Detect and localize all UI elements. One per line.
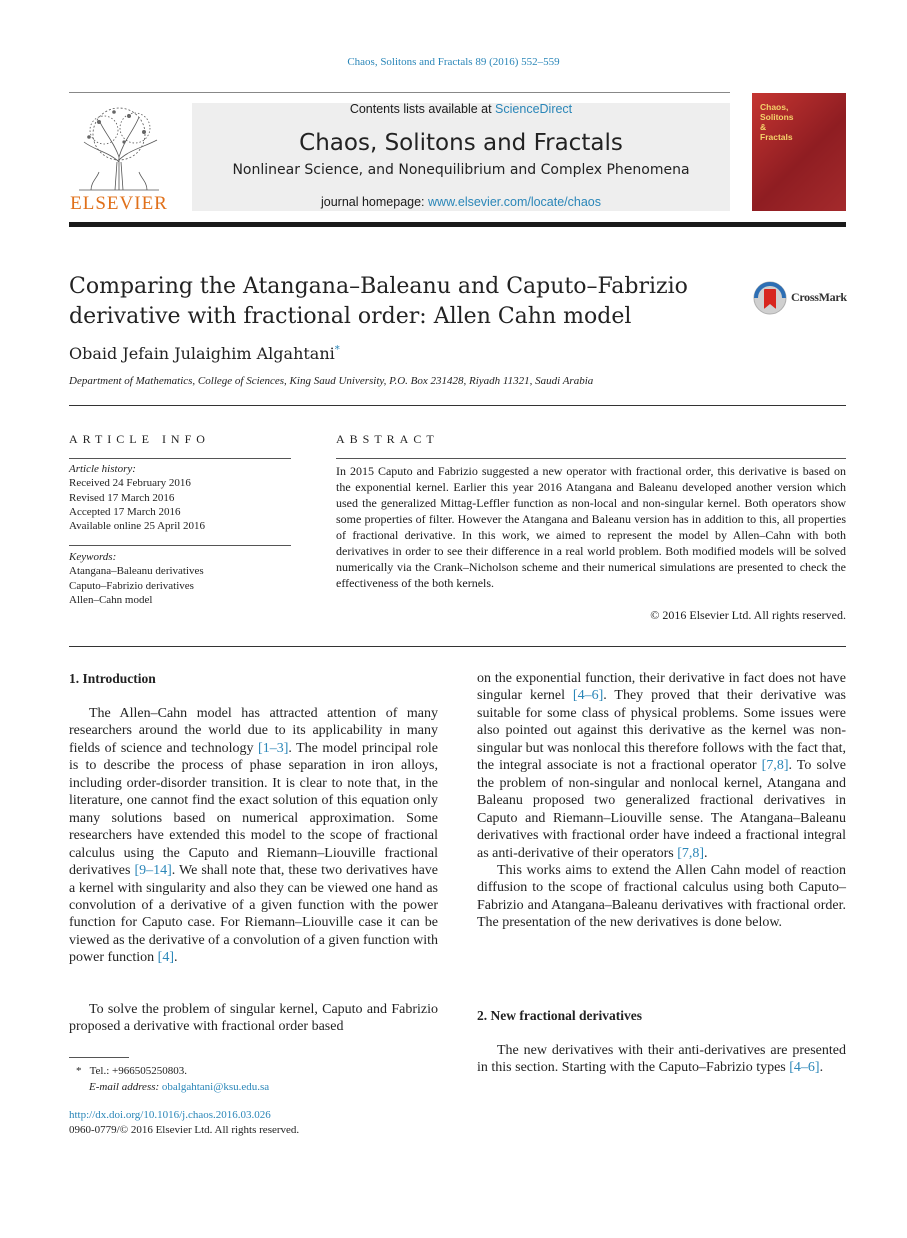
journal-homepage: journal homepage: www.elsevier.com/locate/chaos <box>320 195 602 209</box>
history-online: Available online 25 April 2016 <box>69 520 206 533</box>
body-divider <box>69 646 846 647</box>
sciencedirect-link[interactable]: ScienceDirect <box>495 102 573 116</box>
crossmark-icon <box>752 280 788 316</box>
article-title: Comparing the Atangana–Baleanu and Caputo–Fabrizio derivative with fractional order: Allen Cahn model <box>69 274 688 329</box>
citation-link[interactable]: [4–6] <box>572 688 604 704</box>
author-name: Obaid Jefain Julaighim Algahtani* <box>69 344 340 363</box>
journal-reference[interactable]: Chaos, Solitons and Fractals 89 (2016) 552–559 <box>347 56 560 68</box>
journal-title: Chaos, Solitons and Fractals <box>299 130 623 156</box>
keyword-item: Caputo–Fabrizio derivatives <box>69 579 194 592</box>
citation-link[interactable]: [4] <box>157 950 174 966</box>
keyword-item: Atangana–Baleanu derivatives <box>69 565 204 578</box>
citation-link[interactable]: [9–14] <box>134 863 172 879</box>
abstract-text: In 2015 Caputo and Fabrizio suggested a new operator with fractional order, this derivative is based on the exponential kernel. Earlier this year 2016 Atangana and Baleanu developed another version which used the generalized Mittag-Leffler function as non-local and non-singular kernel. Both operators show some properties of filter. However the Atangana and Baleanu version has in addition to this, all properties of fractional derivative. In this work, we aimed to represent the model by Allen–Cahn with both derivatives in order to see their difference in a real world problem. Both modified models will be solved numerically via the Crank–Nicholson scheme and their numerical simulations are presented to check the effectiveness of the both kernels. <box>336 464 846 590</box>
intro-paragraph-1: The Allen–Cahn model has attracted attention of many researchers around the world due to its applicability in many fields of science and technology [1–3]. The model principal role is to describe the process of phase separation in iron alloys, including order-disorder transition. It is clear to note that, in the literature, one cannot find the exact solution of this equation only many solutions based on numerical approximation. Some researchers have extended this model to the scope of fractional calculus using the Caputo and Riemann–Liouville fractional derivatives [9–14]. We shall note that, these two derivatives have a kernel with singularity and also they can be viewed one hand as convolution of a derivative of a given function with the power function for Caputo case. For Riemann–Liouville case it can be viewed as the derivative of a convolution of a given function with power function [4]. <box>69 706 439 966</box>
crossmark-label[interactable]: CrossMark <box>791 290 847 304</box>
citation-link[interactable]: [1–3] <box>258 740 289 756</box>
homepage-link[interactable]: www.elsevier.com/locate/chaos <box>428 195 602 209</box>
right-column <box>477 670 846 932</box>
email-link[interactable]: obalgahtani@ksu.edu.sa <box>161 1081 270 1093</box>
intro-paragraph-2-cont: on the exponential function, their derivative in fact does not have singular kernel [4–6]. They proved that their derivative was suitable for some class of physical problems. Some issues were also pointed out against this derivative as the kernel was non-singular but was nonlocal this therefore follows with the fact that, the integral associate is not a fractional operator [7,8]. To solve the problem of non-singular and nonlocal kernel, Atangana and Baleanu proposed two generalized fractional derivatives in Caputo and Riemann–Liouville sense. The Atangana–Baleanu derivatives with fractional order have indeed a fractional integral as anti-derivative of their operators [7,8]. <box>477 671 846 861</box>
abstract-heading: ABSTRACT <box>336 432 439 446</box>
left-column <box>69 705 438 967</box>
history-revised: Revised 17 March 2016 <box>69 491 175 504</box>
header-thick-rule <box>69 222 846 227</box>
article-history: Article history: Received 24 February 2016 Revised 17 March 2016 Accepted 17 March 2016 Available online 25 April 2016 <box>69 462 291 533</box>
contents-available: Contents lists available at ScienceDirect <box>349 102 573 116</box>
doi-link[interactable]: http://dx.doi.org/10.1016/j.chaos.2016.03.026 <box>69 1109 271 1121</box>
footnote-tel: * Tel.: +966505250803. <box>76 1065 187 1077</box>
doi-line <box>69 1108 271 1122</box>
section-divider <box>69 405 846 406</box>
section2-paragraph-1: The new derivatives with their anti-derivatives are presented in this section. Starting with the Caputo–Fabrizio types [4–6]. <box>477 1043 846 1076</box>
footnote-email: E-mail address: obalgahtani@ksu.edu.sa <box>89 1081 270 1093</box>
section-heading-introduction: 1. Introduction <box>69 671 156 686</box>
keyword-item: Allen–Cahn model <box>69 593 153 606</box>
author-footnote-mark[interactable]: * <box>334 344 340 356</box>
keywords: Keywords: Atangana–Baleanu derivatives Caputo–Fabrizio derivatives Allen–Cahn model <box>69 550 291 607</box>
intro-paragraph-3: This works aims to extend the Allen Cahn model of reaction diffusion to the scope of fractional calculus using both Caputo–Fabrizio and Atangana–Baleanu derivatives with fractional order. The presentation of the new derivatives is done below. <box>477 862 846 931</box>
footnote-rule <box>69 1057 129 1058</box>
author-affiliation: Department of Mathematics, College of Sciences, King Saud University, P.O. Box 231428, Riyadh 11321, Saudi Arabia <box>69 375 594 387</box>
intro-paragraph-2-start: To solve the problem of singular kernel, Caputo and Fabrizio proposed a derivative with fractional order based <box>69 1002 438 1035</box>
citation-link[interactable]: [7,8] <box>761 758 789 774</box>
keywords-rule <box>69 545 291 546</box>
cover-title: Chaos, Solitons & Fractals <box>760 102 794 142</box>
journal-subtitle: Nonlinear Science, and Nonequilibrium and Complex Phenomena <box>232 162 690 178</box>
citation-link[interactable]: [4–6] <box>789 1060 820 1076</box>
issn-line: 0960-0779/© 2016 Elsevier Ltd. All rights reserved. <box>69 1124 300 1136</box>
history-accepted: Accepted 17 March 2016 <box>69 505 181 518</box>
abstract-rule <box>336 458 846 459</box>
article-info-rule <box>69 458 291 459</box>
history-received: Received 24 February 2016 <box>69 477 191 490</box>
copyright-notice: © 2016 Elsevier Ltd. All rights reserved. <box>650 608 846 622</box>
section2-text <box>477 1042 846 1077</box>
article-info-heading: ARTICLE INFO <box>69 432 210 446</box>
citation-link[interactable]: [7,8] <box>677 845 705 861</box>
elsevier-wordmark: ELSEVIER <box>70 193 168 214</box>
header-divider <box>69 92 730 93</box>
section-heading-new-derivatives: 2. New fractional derivatives <box>477 1008 642 1023</box>
